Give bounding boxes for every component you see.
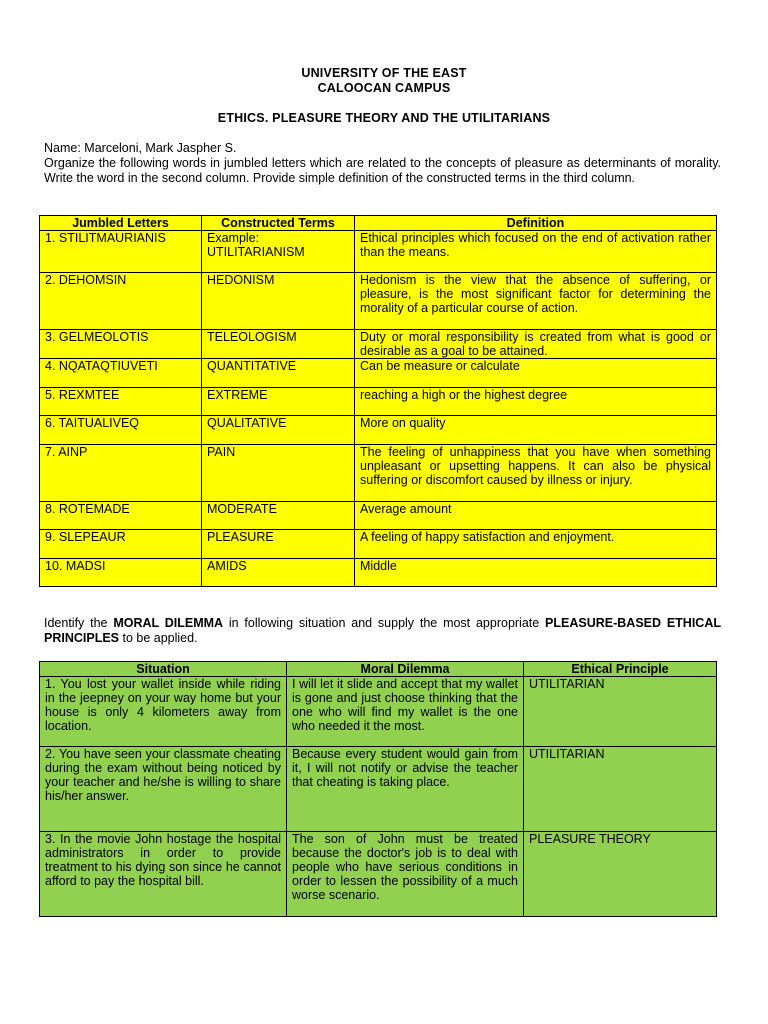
jumbled-cell: 3. GELMEOLOTIS [40,330,202,359]
student-name: Name: Marceloni, Mark Jaspher S. [44,141,237,155]
table-row [40,273,717,330]
jumbled-cell: 2. DEHOMSIN [40,273,202,330]
moral-dilemma-table [39,661,717,917]
jumbled-letters-table [39,215,717,587]
term-cell: PAIN [202,445,355,502]
jumbled-cell: 4. NQATAQTIUVETI [40,359,202,388]
definition-cell: Duty or moral responsibility is created from what is good or desirable as a goal to be attained. [355,330,717,359]
jumbled-cell: 7. AINP [40,445,202,502]
table-row [40,530,717,559]
table-row [40,416,717,445]
dilemma-cell: Because every student would gain from it, I will not notify or advise the teacher that cheating is taking place. [287,747,524,832]
campus-title: CALOOCAN CAMPUS [317,81,451,95]
principle-cell: PLEASURE THEORY [524,832,717,917]
table-row [40,330,717,359]
term-cell: HEDONISM [202,273,355,330]
situation-cell: 2. You have seen your classmate cheating during the exam without being noticed by your teacher and he/she is willing to share his/her answer. [40,747,287,832]
table-row [40,832,717,917]
jumbled-cell: 10. MADSI [40,559,202,587]
moral-dilemma-emphasis: MORAL DILEMMA [113,616,224,630]
jumbled-cell: 8. ROTEMADE [40,502,202,530]
definition-cell: Ethical principles which focused on the end of activation rather than the means. [355,231,717,273]
jumbled-cell: 1. STILITMAURIANIS [40,231,202,273]
ethical-principles-emphasis: PLEASURE-BASED ETHICAL PRINCIPLES [44,616,721,645]
identify-instructions: Identify the MORAL DILEMMA in following situation and supply the most appropriate PLEASURE-BASED ETHICAL PRINCIPLES to be applied. [44,616,721,645]
term-cell: MODERATE [202,502,355,530]
table-row [40,388,717,416]
term-cell: QUANTITATIVE [202,359,355,388]
dilemma-cell: The son of John must be treated because the doctor's job is to deal with people who have serious conditions in order to lessen the possibility of a much worse scenario. [287,832,524,917]
definition-cell: Hedonism is the view that the absence of suffering, or pleasure, is the most significant factor for determining the morality of a particular course of action. [355,273,717,330]
term-cell: PLEASURE [202,530,355,559]
table-row [40,359,717,388]
jumbled-cell: 6. TAITUALIVEQ [40,416,202,445]
definition-cell: Middle [355,559,717,587]
definition-cell: Can be measure or calculate [355,359,717,388]
term-cell: EXTREME [202,388,355,416]
table-row [40,677,717,747]
dilemma-cell: I will let it slide and accept that my wallet is gone and just choose thinking that the one who will find my wallet is the one who needed it the most. [287,677,524,747]
column-header: Constructed Terms [202,216,355,231]
definition-cell: Average amount [355,502,717,530]
document-title: ETHICS. PLEASURE THEORY AND THE UTILITARIANS [217,111,551,125]
term-cell: QUALITATIVE [202,416,355,445]
column-header: Ethical Principle [524,662,717,677]
table-row [40,231,717,273]
table-header-row [40,216,717,231]
term-cell: Example: UTILITARIANISM [202,231,355,273]
principle-cell: UTILITARIAN [524,747,717,832]
table-row [40,445,717,502]
column-header: Definition [355,216,717,231]
column-header: Moral Dilemma [287,662,524,677]
university-title: UNIVERSITY OF THE EAST [301,66,467,80]
term-cell: TELEOLOGISM [202,330,355,359]
definition-cell: reaching a high or the highest degree [355,388,717,416]
column-header: Jumbled Letters [40,216,202,231]
table-header-row [40,662,717,677]
table-row [40,502,717,530]
definition-cell: The feeling of unhappiness that you have when something unpleasant or upsetting happens. It can also be physical suffering or discomfort caused by illness or injury. [355,445,717,502]
table-row [40,559,717,587]
situation-cell: 3. In the movie John hostage the hospital administrators in order to provide treatment to his dying son since he cannot afford to pay the hospital bill. [40,832,287,917]
principle-cell: UTILITARIAN [524,677,717,747]
definition-cell: More on quality [355,416,717,445]
table-row [40,747,717,832]
situation-cell: 1. You lost your wallet inside while riding in the jeepney on your way home but your house is only 4 kilometers away from location. [40,677,287,747]
instructions: Organize the following words in jumbled letters which are related to the concepts of pleasure as determinants of morality. Write the word in the second column. Provide simple definition of the constructed terms in the third column. [44,156,721,185]
definition-cell: A feeling of happy satisfaction and enjoyment. [355,530,717,559]
term-cell: AMIDS [202,559,355,587]
jumbled-cell: 5. REXMTEE [40,388,202,416]
jumbled-cell: 9. SLEPEAUR [40,530,202,559]
column-header: Situation [40,662,287,677]
